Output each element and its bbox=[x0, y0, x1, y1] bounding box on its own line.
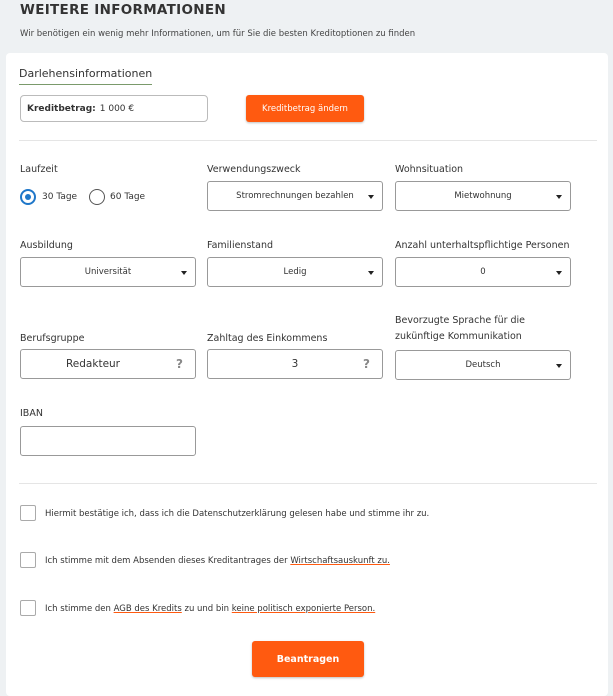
iban-label: IBAN bbox=[20, 408, 43, 419]
radio-60-days-label: 60 Tage bbox=[110, 192, 146, 202]
terms-text-mid: zu und bin bbox=[181, 604, 232, 614]
dependents-label: Anzahl unterhaltspflichtige Personen bbox=[395, 240, 570, 251]
marital-select-value: Ledig bbox=[283, 267, 307, 277]
payday-input-value: 3 bbox=[291, 358, 299, 370]
terms-agb-link[interactable]: AGB des Kredits bbox=[113, 604, 182, 614]
page-subtitle: Wir benötigen ein wenig mehr Informationen, um für Sie die besten Kreditoptionen zu finden bbox=[20, 29, 416, 39]
chevron-down-icon bbox=[556, 195, 562, 199]
housing-select[interactable] bbox=[395, 181, 571, 211]
payday-input[interactable] bbox=[207, 349, 383, 379]
pep-link[interactable]: keine politisch exponierte Person. bbox=[231, 604, 376, 614]
loan-amount-label: Kreditbetrag: bbox=[27, 103, 96, 114]
marital-select[interactable] bbox=[207, 257, 383, 287]
language-label-line1: Bevorzugte Sprache für die bbox=[395, 315, 526, 326]
chevron-down-icon bbox=[556, 364, 562, 368]
chevron-down-icon bbox=[368, 195, 374, 199]
credit-report-text: Ich stimme mit dem Absenden dieses Kreditantrages der bbox=[45, 556, 291, 566]
terms-text-pre: Ich stimme den bbox=[45, 604, 114, 614]
education-label: Ausbildung bbox=[20, 240, 73, 251]
terms-consent-text bbox=[45, 604, 375, 614]
language-select-value: Deutsch bbox=[465, 360, 501, 370]
help-question-icon[interactable]: ? bbox=[363, 357, 370, 371]
housing-label: Wohnsituation bbox=[395, 164, 464, 175]
chevron-down-icon bbox=[181, 271, 187, 275]
radio-30-days-label: 30 Tage bbox=[42, 192, 78, 202]
education-select[interactable] bbox=[20, 257, 196, 287]
purpose-label: Verwendungszweck bbox=[207, 164, 301, 175]
submit-button[interactable]: Beantragen bbox=[252, 641, 364, 677]
radio-30-days[interactable] bbox=[20, 189, 36, 205]
radio-60-days[interactable] bbox=[89, 189, 105, 205]
purpose-select-value: Stromrechnungen bezahlen bbox=[236, 191, 354, 201]
term-option-60[interactable] bbox=[89, 189, 169, 207]
purpose-select[interactable] bbox=[207, 181, 383, 211]
divider bbox=[19, 483, 597, 484]
occupation-input[interactable] bbox=[20, 349, 196, 379]
dependents-select-value: 0 bbox=[480, 267, 486, 277]
loan-amount-value: 1 000 € bbox=[99, 103, 135, 114]
section-title-underline bbox=[19, 84, 152, 85]
language-label bbox=[395, 313, 525, 345]
credit-report-link[interactable]: Wirtschaftsauskunft zu. bbox=[290, 556, 390, 566]
section-title-loan: Darlehensinformationen bbox=[19, 67, 153, 80]
occupation-input-value: Redakteur bbox=[65, 358, 120, 370]
loan-amount-display bbox=[20, 95, 208, 122]
language-select[interactable] bbox=[395, 350, 571, 380]
credit-report-checkbox[interactable] bbox=[20, 552, 36, 568]
help-question-icon[interactable]: ? bbox=[176, 357, 183, 371]
language-label-line2: zukünftige Kommunikation bbox=[395, 331, 522, 342]
change-amount-button[interactable]: Kreditbetrag ändern bbox=[246, 95, 364, 122]
credit-report-consent-text bbox=[45, 556, 390, 566]
housing-select-value: Mietwohnung bbox=[454, 191, 512, 201]
terms-checkbox[interactable] bbox=[20, 600, 36, 616]
privacy-consent-text: Hiermit bestätige ich, dass ich die Datenschutzerklärung gelesen habe und stimme ihr zu. bbox=[45, 509, 430, 519]
term-label: Laufzeit bbox=[20, 164, 58, 175]
occupation-label: Berufsgruppe bbox=[20, 333, 85, 344]
form-card bbox=[6, 53, 608, 696]
dependents-select[interactable] bbox=[395, 257, 571, 287]
education-select-value: Universität bbox=[84, 267, 132, 277]
chevron-down-icon bbox=[556, 271, 562, 275]
page-title: WEITERE INFORMATIONEN bbox=[20, 2, 226, 18]
iban-input[interactable] bbox=[20, 426, 196, 456]
privacy-checkbox[interactable] bbox=[20, 505, 36, 521]
payday-label: Zahltag des Einkommens bbox=[207, 333, 328, 344]
divider bbox=[19, 140, 597, 141]
marital-label: Familienstand bbox=[207, 240, 273, 251]
chevron-down-icon bbox=[368, 271, 374, 275]
